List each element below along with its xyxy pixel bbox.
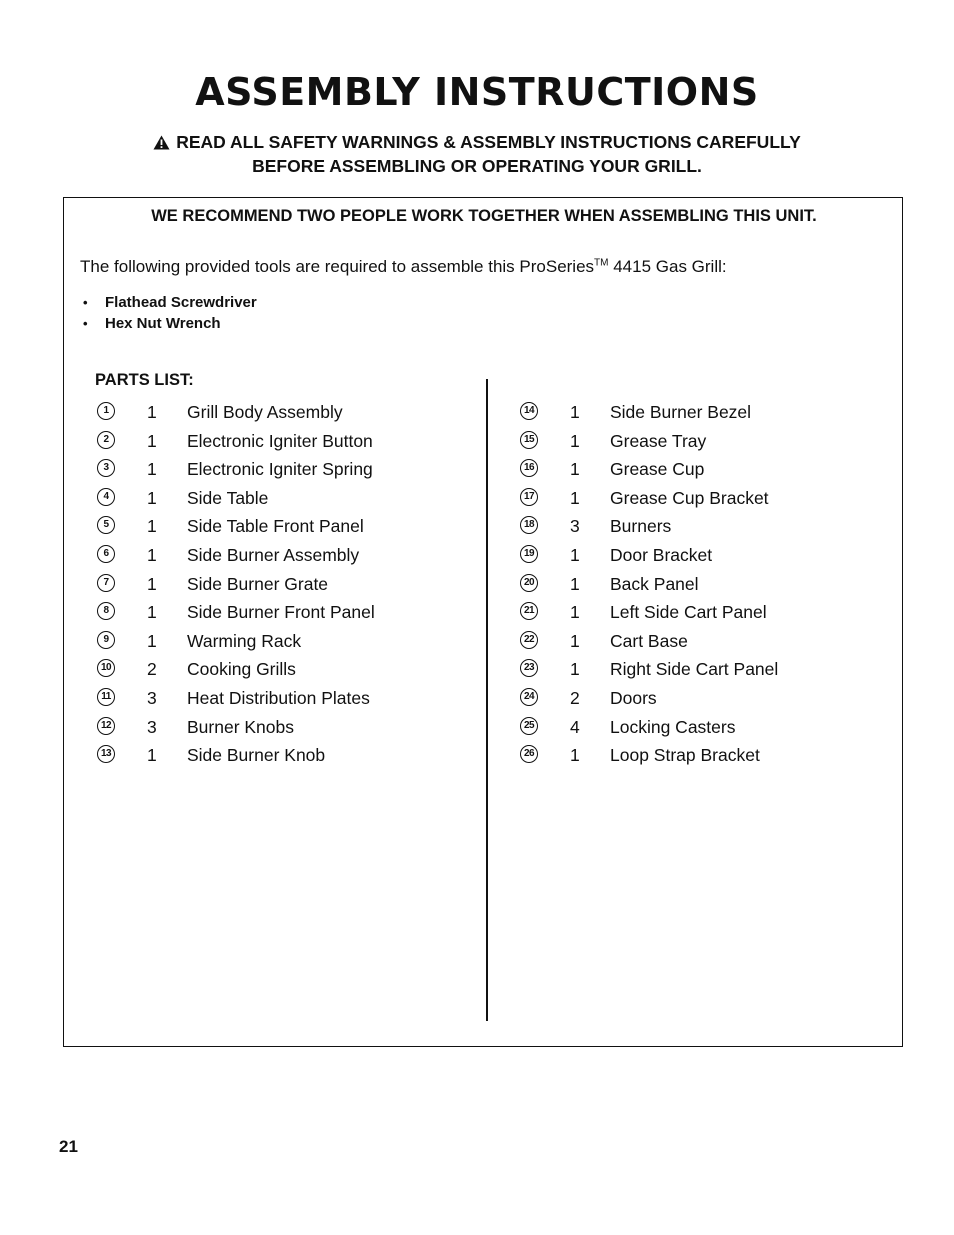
part-quantity: 1: [570, 630, 580, 651]
tools-intro-model: 4415 Gas Grill:: [608, 257, 727, 276]
part-name: Grease Tray: [610, 430, 707, 451]
part-name: Grease Cup: [610, 459, 705, 480]
safety-warning: [0, 131, 954, 177]
recommendation-note: WE RECOMMEND TWO PEOPLE WORK TOGETHER WHEN ASSEMBLING THIS UNIT.: [151, 207, 817, 225]
part-name: Locking Casters: [610, 716, 736, 737]
part-name: Side Table: [187, 487, 269, 508]
part-number-badge: 12: [97, 717, 115, 735]
bullet-icon: •: [83, 295, 88, 310]
part-name: Side Burner Assembly: [187, 544, 360, 565]
tool-item: [80, 292, 257, 313]
part-name: Side Burner Knob: [187, 745, 326, 766]
part-name: Burners: [610, 516, 672, 537]
part-quantity: 1: [147, 745, 157, 766]
warning-triangle-icon: [153, 133, 170, 155]
part-number-badge: 5: [97, 516, 115, 534]
part-name: Side Burner Grate: [187, 573, 329, 594]
part-quantity: 1: [147, 402, 157, 422]
part-quantity: 4: [570, 716, 580, 737]
warning-line-2: BEFORE ASSEMBLING OR OPERATING YOUR GRILL.: [252, 156, 702, 176]
part-quantity: 1: [147, 544, 157, 565]
part-name: Side Burner Bezel: [610, 402, 752, 422]
part-number-badge: 20: [520, 574, 538, 592]
part-quantity: 3: [147, 687, 157, 708]
part-name: Cooking Grills: [187, 659, 296, 680]
part-name: Electronic Igniter Spring: [187, 459, 373, 480]
page-title: ASSEMBLY INSTRUCTIONS: [195, 70, 759, 114]
part-number-badge: 9: [97, 631, 115, 649]
column-divider: [486, 379, 488, 1021]
part-quantity: 1: [570, 459, 580, 480]
part-number-badge: 16: [520, 459, 538, 477]
page-number: 21: [59, 1137, 78, 1156]
part-quantity: 1: [147, 459, 157, 480]
part-name: Cart Base: [610, 630, 688, 651]
part-quantity: 1: [570, 544, 580, 565]
part-name: Side Burner Front Panel: [187, 602, 375, 623]
part-quantity: 1: [570, 659, 580, 680]
part-quantity: 1: [570, 573, 580, 594]
tools-intro: [80, 257, 727, 277]
part-number-badge: 6: [97, 545, 115, 563]
part-quantity: 1: [147, 487, 157, 508]
part-number-badge: 2: [97, 431, 115, 449]
part-number-badge: 1: [97, 402, 115, 420]
part-quantity: 1: [570, 487, 580, 508]
warning-line-1: [0, 131, 954, 155]
part-quantity: 1: [147, 430, 157, 451]
part-number-badge: 4: [97, 488, 115, 506]
part-quantity: 1: [570, 402, 580, 422]
part-quantity: 1: [147, 516, 157, 537]
part-quantity: 1: [147, 630, 157, 651]
tools-list: [80, 292, 257, 334]
warning-line-1-text: READ ALL SAFETY WARNINGS & ASSEMBLY INSTRUCTIONS CAREFULLY: [176, 132, 801, 152]
part-number-badge: 3: [97, 459, 115, 477]
part-number-badge: 7: [97, 574, 115, 592]
tool-name: Flathead Screwdriver: [105, 294, 257, 311]
part-number-badge: 24: [520, 688, 538, 706]
part-name: Right Side Cart Panel: [610, 659, 779, 680]
part-number-badge: 26: [520, 745, 538, 763]
part-name: Burner Knobs: [187, 716, 295, 737]
parts-box: [63, 197, 903, 1047]
part-name: Warming Rack: [187, 630, 302, 651]
part-name: Loop Strap Bracket: [610, 745, 760, 766]
part-quantity: 3: [147, 716, 157, 737]
part-number-badge: 15: [520, 431, 538, 449]
trademark-mark: TM: [594, 257, 609, 269]
part-name: Left Side Cart Panel: [610, 602, 767, 623]
bullet-icon: •: [83, 316, 88, 331]
part-number-badge: 11: [97, 688, 115, 706]
parts-list-heading: PARTS LIST:: [95, 371, 194, 389]
part-number-badge: 13: [97, 745, 115, 763]
part-number-badge: 18: [520, 516, 538, 534]
part-number-badge: 25: [520, 717, 538, 735]
part-quantity: 2: [147, 659, 157, 680]
part-name: Grease Cup Bracket: [610, 487, 769, 508]
part-number-badge: 14: [520, 402, 538, 420]
tool-name: Hex Nut Wrench: [105, 315, 221, 332]
part-name: Doors: [610, 687, 657, 708]
part-number-badge: 23: [520, 659, 538, 677]
part-quantity: 3: [570, 516, 580, 537]
part-number-badge: 17: [520, 488, 538, 506]
part-quantity: 1: [147, 573, 157, 594]
part-name: Heat Distribution Plates: [187, 687, 370, 708]
part-name: Door Bracket: [610, 544, 713, 565]
part-quantity: 1: [570, 745, 580, 766]
part-number-badge: 22: [520, 631, 538, 649]
part-number-badge: 10: [97, 659, 115, 677]
tool-item: [80, 313, 257, 334]
part-quantity: 1: [147, 602, 157, 623]
part-quantity: 1: [570, 430, 580, 451]
part-name: Back Panel: [610, 573, 699, 594]
part-number-badge: 8: [97, 602, 115, 620]
part-quantity: 2: [570, 687, 580, 708]
part-number-badge: 19: [520, 545, 538, 563]
part-name: Electronic Igniter Button: [187, 430, 373, 451]
part-quantity: 1: [570, 602, 580, 623]
part-number-badge: 21: [520, 602, 538, 620]
part-name: Side Table Front Panel: [187, 516, 364, 537]
tools-intro-text: The following provided tools are required to assemble this ProSeries: [80, 257, 595, 276]
part-name: Grill Body Assembly: [187, 402, 343, 422]
